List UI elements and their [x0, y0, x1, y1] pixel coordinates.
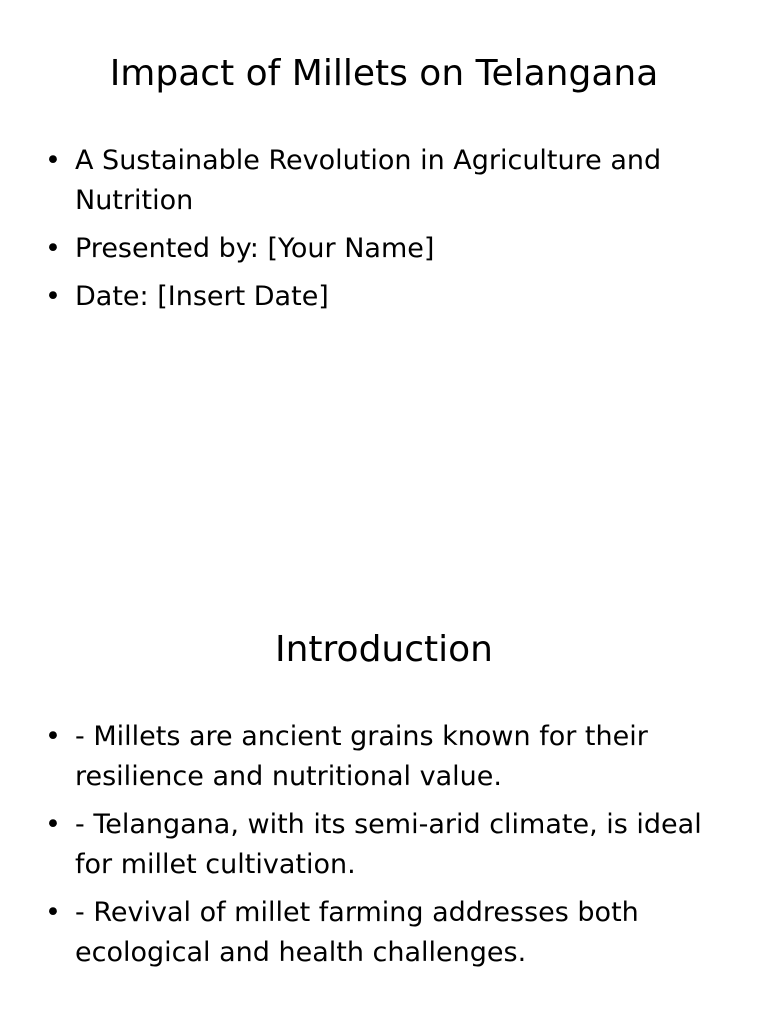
bullet-icon: • — [45, 281, 61, 312]
slide-title: Impact of Millets on Telangana — [109, 53, 659, 94]
bullet-item — [45, 277, 725, 317]
bullet-text: A Sustainable Revolution in Agriculture and Nutrition — [75, 145, 662, 216]
bullet-item — [45, 717, 735, 797]
bullet-icon: • — [45, 233, 61, 264]
bullet-text: Presented by: [Your Name] — [75, 233, 435, 264]
bullet-icon: • — [45, 897, 61, 928]
bullet-icon: • — [45, 809, 61, 840]
bullet-list — [45, 717, 735, 981]
slide-introduction — [0, 576, 768, 1024]
bullet-text: - Millets are ancient grains known for their resilience and nutritional value. — [75, 721, 648, 792]
bullet-icon: • — [45, 721, 61, 752]
bullet-list — [45, 141, 725, 325]
bullet-text: Date: [Insert Date] — [75, 281, 329, 312]
slide-title: Introduction — [274, 629, 493, 670]
bullet-text: - Revival of millet farming addresses both ecological and health challenges. — [75, 897, 639, 968]
bullet-icon: • — [45, 145, 61, 176]
bullet-item — [45, 229, 725, 269]
bullet-text: - Telangana, with its semi-arid climate, is ideal for millet cultivation. — [75, 809, 702, 880]
bullet-item — [45, 893, 735, 973]
bullet-item — [45, 805, 735, 885]
bullet-item — [45, 141, 725, 221]
